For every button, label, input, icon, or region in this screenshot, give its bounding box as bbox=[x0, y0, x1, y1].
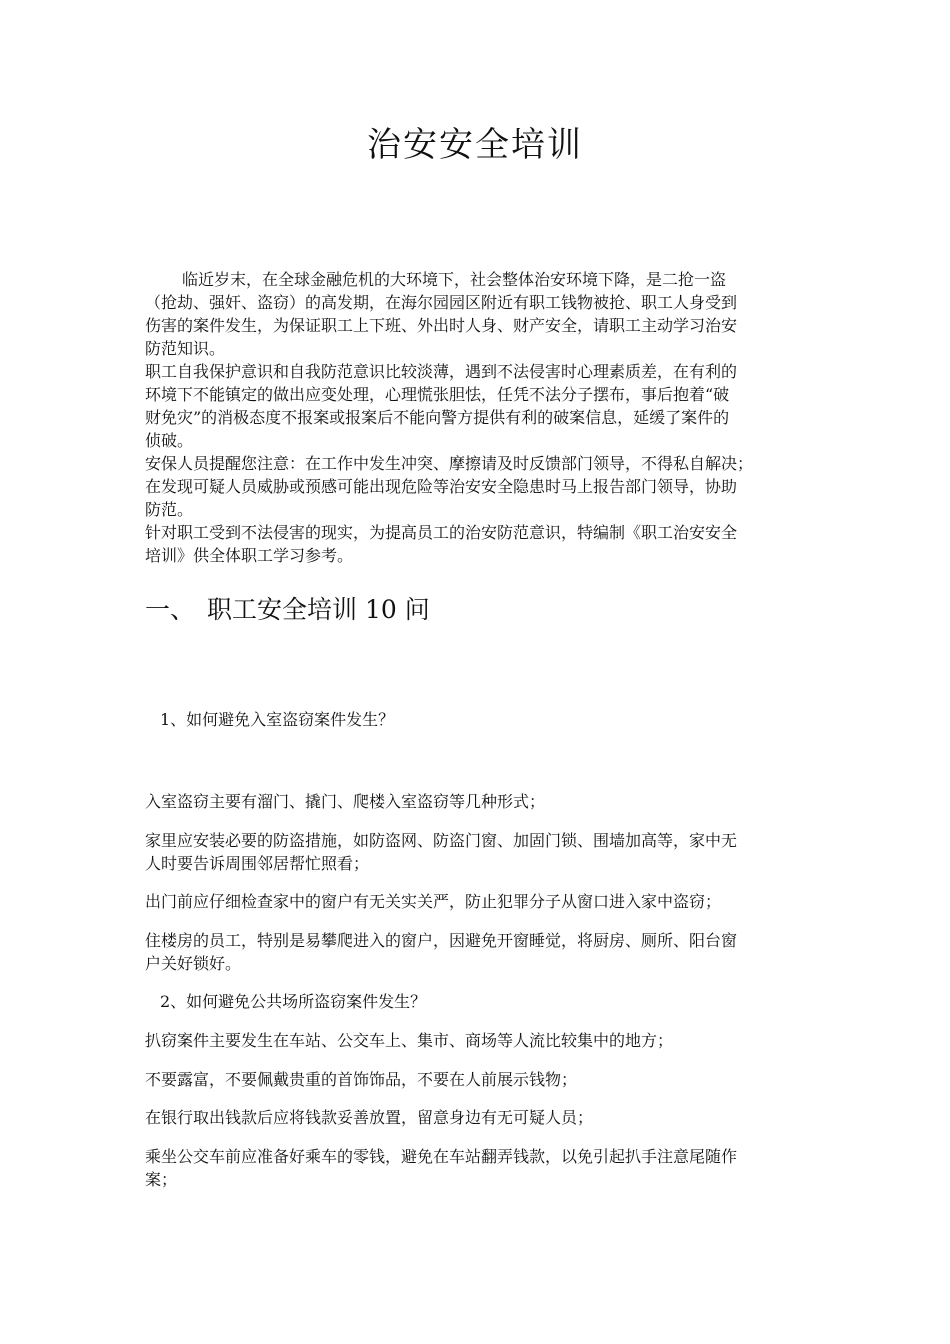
document-title: 治安安全培训 bbox=[367, 125, 583, 165]
intro-line: 针对职工受到不法侵害的现实，为提高员工的治安防范意识，特编制《职工治安安全 bbox=[145, 523, 738, 542]
intro-line: 培训》供全体职工学习参考。 bbox=[145, 546, 354, 565]
intro-line: 防范。 bbox=[145, 500, 194, 519]
section-number: 一、 bbox=[145, 595, 196, 624]
intro-line: 财免灾”的消极态度不报案或报案后不能向警方提供有利的破案信息，延缓了案件的 bbox=[145, 408, 730, 427]
answer-paragraph bbox=[145, 1106, 593, 1129]
paragraph-line: 扒窃案件主要发生在车站、公交车上、集市、商场等人流比较集中的地方； bbox=[145, 1031, 674, 1050]
paragraph-line: 不要露富，不要佩戴贵重的首饰饰品，不要在人前展示钱物； bbox=[145, 1070, 578, 1089]
paragraph-line: 人时要告诉周围邻居帮忙照看； bbox=[145, 854, 370, 873]
answer-paragraph bbox=[145, 1068, 577, 1091]
answer-paragraph bbox=[145, 1145, 737, 1191]
paragraph-line: 案； bbox=[145, 1170, 178, 1189]
intro-line: 在发现可疑人员威胁或预感可能出现危险等治安安全隐患时马上报告部门领导，协助 bbox=[145, 477, 738, 496]
answer-paragraph bbox=[145, 829, 737, 875]
question-heading: 1、如何避免入室盗窃案件发生？ bbox=[160, 710, 395, 729]
paragraph-line: 在银行取出钱款后应将钱款妥善放置，留意身边有无可疑人员； bbox=[145, 1108, 594, 1127]
intro-line: 安保人员提醒您注意：在工作中发生冲突、摩擦请及时反馈部门领导，不得私自解决； bbox=[145, 454, 754, 473]
paragraph-line: 出门前应仔细检查家中的窗户有无关实关严，防止犯罪分子从窗口进入家中盗窃； bbox=[145, 892, 722, 911]
answer-paragraph bbox=[145, 1029, 673, 1052]
intro-line: 环境下不能镇定的做出应变处理，心理慌张胆怯，任凭不法分子摆布，事后抱着“破 bbox=[145, 385, 730, 404]
intro-line: （抢劫、强奸、盗窃）的高发期，在海尔园园区附近有职工钱物被抢、职工人身受到 bbox=[145, 293, 738, 312]
intro-line: 防范知识。 bbox=[145, 339, 226, 358]
answer-paragraph bbox=[145, 790, 545, 813]
paragraph-line: 乘坐公交车前应准备好乘车的零钱，避免在车站翻弄钱款，以免引起扒手注意尾随作 bbox=[145, 1147, 738, 1166]
section-heading bbox=[145, 592, 430, 628]
intro-line: 伤害的案件发生，为保证职工上下班、外出时人身、财产安全，请职工主动学习治安 bbox=[145, 316, 738, 335]
answer-paragraph bbox=[145, 890, 721, 913]
paragraph-line: 家里应安装必要的防盗措施，如防盗网、防盗门窗、加固门锁、围墙加高等，家中无 bbox=[145, 831, 738, 850]
intro-text bbox=[145, 268, 817, 567]
intro-line: 侦破。 bbox=[145, 431, 194, 450]
paragraph-line: 住楼房的员工，特别是易攀爬进入的窗户，因避免开窗睡觉，将厨房、厕所、阳台窗 bbox=[145, 931, 738, 950]
paragraph-line: 户关好锁好。 bbox=[145, 954, 242, 973]
section-title: 职工安全培训 10 问 bbox=[207, 595, 430, 624]
intro-line: 临近岁末，在全球金融危机的大环境下，社会整体治安环境下降，是二抢一盗 bbox=[182, 270, 727, 289]
paragraph-line: 入室盗窃主要有溜门、撬门、爬楼入室盗窃等几种形式； bbox=[145, 792, 546, 811]
question-heading: 2、如何避免公共场所盗窃案件发生？ bbox=[160, 992, 427, 1011]
intro-line: 职工自我保护意识和自我防范意识比较淡薄，遇到不法侵害时心理素质差，在有利的 bbox=[145, 362, 738, 381]
answer-paragraph bbox=[145, 929, 737, 975]
